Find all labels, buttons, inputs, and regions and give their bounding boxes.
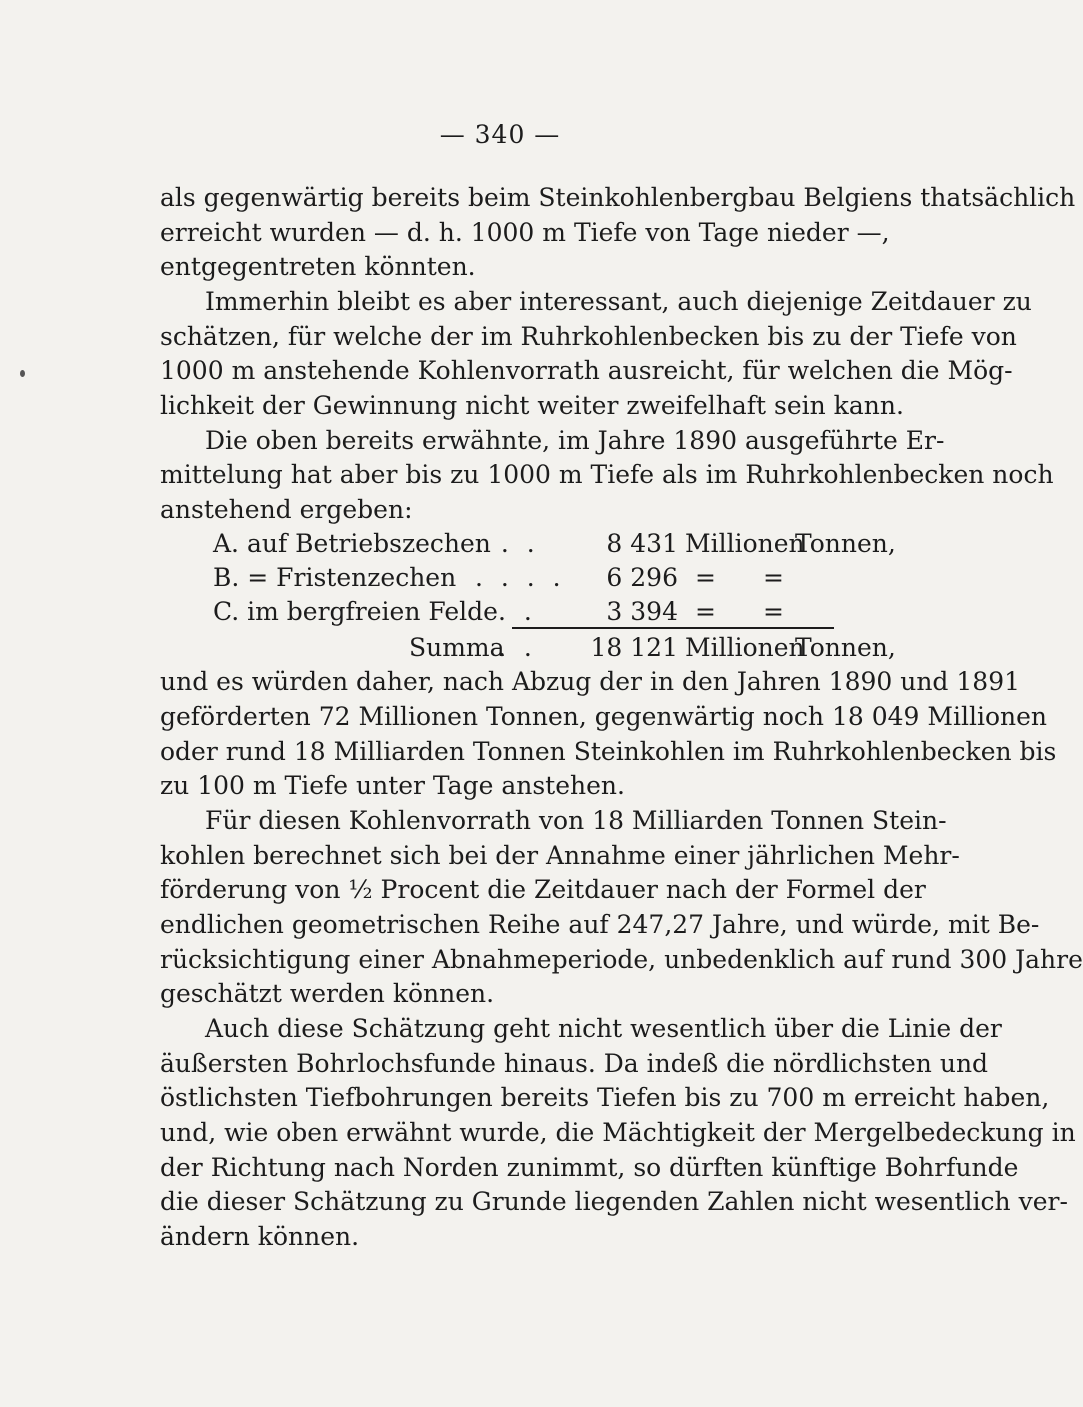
- text-line: Für diesen Kohlenvorrath von 18 Milliarden Tonnen Stein-: [205, 806, 947, 835]
- text-line: die dieser Schätzung zu Grunde liegenden Zahlen nicht wesentlich ver-: [160, 1187, 1068, 1216]
- table-row: [213, 595, 853, 629]
- text-line: östlichsten Tiefbohrungen bereits Tiefen bis zu 700 m erreicht haben,: [160, 1083, 1050, 1112]
- text-line: äußersten Bohrlochsfunde hinaus. Da indeß die nördlichsten und: [160, 1049, 989, 1078]
- text-line: entgegentreten könnten.: [160, 252, 476, 281]
- text-line: Immerhin bleibt es aber interessant, auch diejenige Zeitdauer zu: [205, 287, 1032, 316]
- row-value: 3 394: [606, 597, 678, 626]
- row-value: 6 296: [606, 563, 678, 592]
- sum-dots: . .: [498, 633, 537, 662]
- paper-speck: [20, 370, 25, 377]
- text-line: schätzen, für welche der im Ruhrkohlenbecken bis zu der Tiefe von: [160, 322, 1017, 351]
- text-line: erreicht wurden — d. h. 1000 m Tiefe von Tage nieder —,: [160, 218, 890, 247]
- text-line: kohlen berechnet sich bei der Annahme einer jährlichen Mehr-: [160, 841, 960, 870]
- text-line: endlichen geometrischen Reihe auf 247,27 Jahre, und würde, mit Be-: [160, 910, 1040, 939]
- text-line: Auch diese Schätzung geht nicht wesentlich über die Linie der: [205, 1014, 1002, 1043]
- sum-unit: Tonnen,: [795, 633, 896, 662]
- row-dots: . . . .: [475, 563, 566, 592]
- sum-label: Summa: [409, 633, 505, 662]
- row-value: 8 431: [606, 529, 678, 558]
- text-line: und, wie oben erwähnt wurde, die Mächtigkeit der Mergelbedeckung in: [160, 1118, 1076, 1147]
- row-dots: . . .: [475, 529, 540, 558]
- row-unit: =: [695, 597, 716, 626]
- row-dots: . .: [498, 597, 537, 626]
- sum-rule: [512, 627, 834, 629]
- text-line: förderung von ½ Procent die Zeitdauer nach der Formel der: [160, 875, 926, 904]
- text-line: lichkeit der Gewinnung nicht weiter zweifelhaft sein kann.: [160, 391, 904, 420]
- text-line: mittelung hat aber bis zu 1000 m Tiefe als im Ruhrkohlenbecken noch: [160, 460, 1054, 489]
- text-line: und es würden daher, nach Abzug der in den Jahren 1890 und 1891: [160, 667, 1021, 696]
- text-line: geförderten 72 Millionen Tonnen, gegenwärtig noch 18 049 Millionen: [160, 702, 1047, 731]
- sum-unit: Millionen: [685, 633, 805, 662]
- text-line: der Richtung nach Norden zunimmt, so dürften künftige Bohrfunde: [160, 1153, 1019, 1182]
- text-line: rücksichtigung einer Abnahmeperiode, unbedenklich auf rund 300 Jahre: [160, 945, 1083, 974]
- row-unit: Millionen: [685, 529, 805, 558]
- row-unit: =: [763, 563, 784, 592]
- table-sum-row: [213, 631, 896, 665]
- text-line: geschätzt werden können.: [160, 979, 495, 1008]
- text-line: zu 100 m Tiefe unter Tage anstehen.: [160, 771, 625, 800]
- row-label: C. im bergfreien Felde: [213, 597, 498, 626]
- table-row: [213, 527, 896, 561]
- text-line: Die oben bereits erwähnte, im Jahre 1890 ausgeführte Er-: [205, 426, 945, 455]
- text-line: als gegenwärtig bereits beim Steinkohlenbergbau Belgiens thatsächlich: [160, 183, 1076, 212]
- text-line: anstehend ergeben:: [160, 495, 413, 524]
- row-unit: =: [695, 563, 716, 592]
- page-number: — 340 —: [439, 120, 561, 149]
- row-unit: =: [763, 597, 784, 626]
- text-line: 1000 m anstehende Kohlenvorrath ausreicht, für welchen die Mög-: [160, 356, 1013, 385]
- text-line: ändern können.: [160, 1222, 360, 1251]
- table-row: [213, 561, 853, 595]
- row-label: B. = Fristenzechen: [213, 563, 457, 592]
- row-label: A. auf Betriebszechen: [213, 529, 491, 558]
- row-unit: Tonnen,: [795, 529, 896, 558]
- text-line: oder rund 18 Milliarden Tonnen Steinkohlen im Ruhrkohlenbecken bis: [160, 737, 1057, 766]
- sum-value: 18 121: [590, 633, 678, 662]
